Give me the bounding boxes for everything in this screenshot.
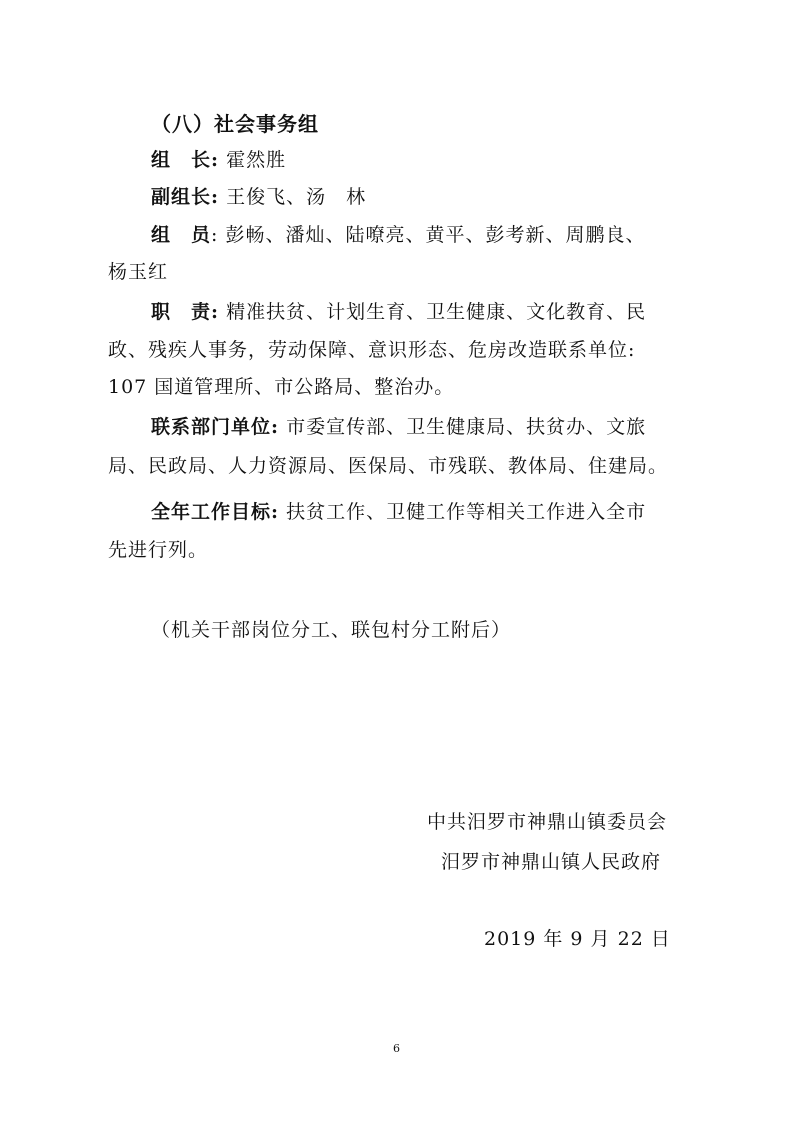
duties-label: 职 责: xyxy=(151,301,220,323)
members-row xyxy=(151,223,645,247)
signature-org-party: 中共汨罗市神鼎山镇委员会 xyxy=(427,811,668,833)
page-number: 6 xyxy=(393,1042,400,1055)
leader-row xyxy=(151,148,286,172)
contacts-row xyxy=(151,415,646,439)
members-value-line2: 杨玉红 xyxy=(108,261,169,283)
signature-date: 2019 年 9 月 22 日 xyxy=(484,928,671,950)
contacts-line1: 市委宣传部、卫生健康局、扶贫办、文旅 xyxy=(286,416,647,438)
goal-line1: 扶贫工作、卫健工作等相关工作进入全市 xyxy=(286,501,647,523)
appendix-note: （机关干部岗位分工、联包村分工附后） xyxy=(151,619,512,641)
duties-row xyxy=(151,300,646,324)
members-value-line1: : 彭畅、潘灿、陆嘹亮、黄平、彭考新、周鹏良、 xyxy=(211,224,646,246)
duties-line1: 精准扶贫、计划生育、卫生健康、文化教育、民 xyxy=(226,301,647,323)
deputy-label: 副组长: xyxy=(151,186,220,208)
leader-label: 组 长: xyxy=(151,149,220,171)
members-label: 组 员 xyxy=(151,224,212,246)
duties-line2: 政、残疾人事务，劳动保障、意识形态、危房改造联系单位: xyxy=(108,339,636,361)
goal-label: 全年工作目标: xyxy=(151,501,280,523)
leader-value: 霍然胜 xyxy=(226,149,287,171)
signature-org-government: 汨罗市神鼎山镇人民政府 xyxy=(441,851,662,873)
deputy-value: 王俊飞、汤 林 xyxy=(226,186,367,208)
contacts-line2: 局、民政局、人力资源局、医保局、市残联、教体局、住建局。 xyxy=(108,455,669,477)
section-title: （八）社会事务组 xyxy=(151,112,319,136)
contacts-label: 联系部门单位: xyxy=(151,416,280,438)
goal-line2: 先进行列。 xyxy=(108,539,209,561)
deputy-row xyxy=(151,185,366,209)
duties-line3: 107 国道管理所、市公路局、整治办。 xyxy=(108,376,455,398)
goal-row xyxy=(151,500,646,524)
